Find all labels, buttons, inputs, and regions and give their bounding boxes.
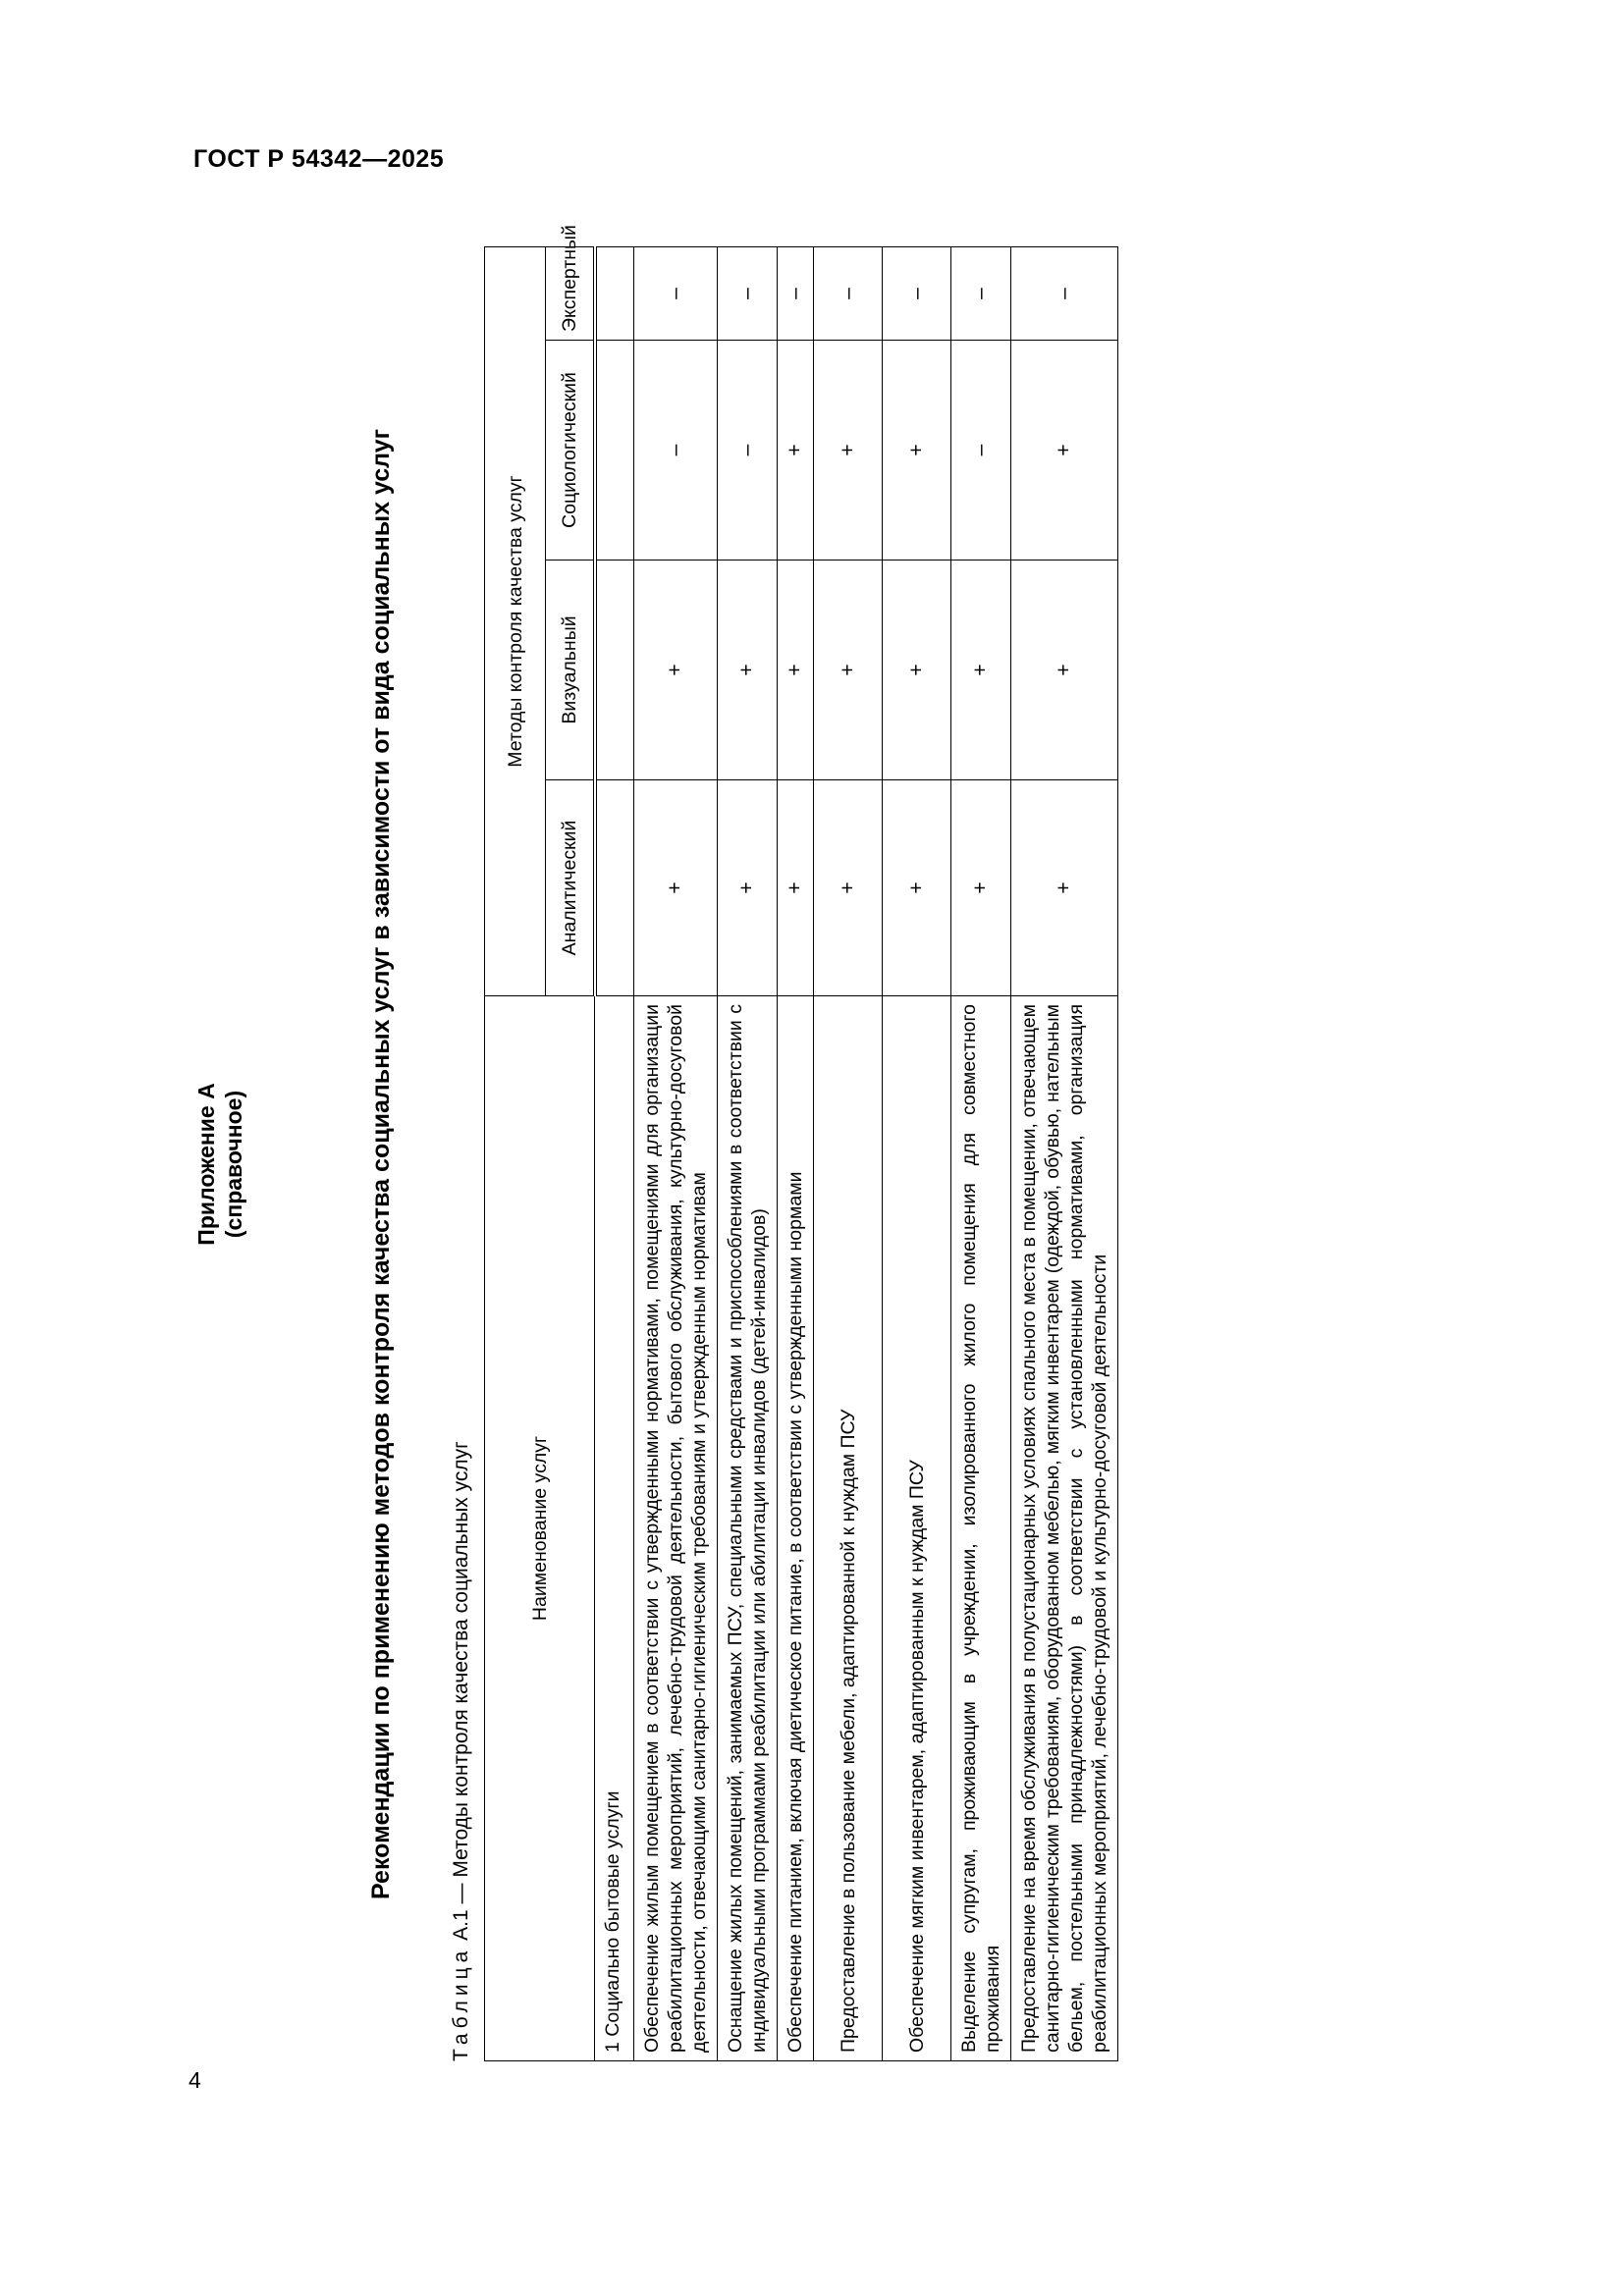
section-row-empty	[595, 247, 634, 341]
methods-table	[484, 225, 1118, 2061]
mark-sociological: –	[634, 341, 718, 561]
header-method-analytical: Аналитический	[546, 780, 595, 996]
mark-sociological: +	[814, 341, 883, 561]
appendix-subtitle: (справочное)	[221, 1090, 246, 1239]
mark-expert: –	[718, 247, 778, 341]
table-caption	[450, 1441, 473, 2061]
table-caption-text: А.1 — Методы контроля качества социальных услуг	[450, 1441, 472, 1947]
section-row-empty	[595, 341, 634, 561]
section-row-empty	[595, 561, 634, 780]
mark-visual: +	[814, 561, 883, 780]
mark-visual: +	[778, 561, 814, 780]
mark-expert: –	[951, 247, 1011, 341]
service-name-cell: Обеспечение жилым помещением в соответствии с утвержденными нормативами, помещениями для организации реабилитационных мероприятий, лечебно-трудовой деятельности, бытового обслуживания, культурно-досуговой деятельности, отвечающими санитарно-гигиеническим требованиям и утвержденным нормативам	[634, 996, 718, 2061]
mark-expert: –	[814, 247, 883, 341]
header-method-visual: Визуальный	[546, 561, 595, 780]
table-row	[634, 247, 718, 2061]
table-row	[814, 247, 883, 2061]
header-method-sociological: Социологический	[546, 341, 595, 561]
service-name-cell: Предоставление в пользование мебели, адаптированной к нуждам ПСУ	[814, 996, 883, 2061]
header-methods-group: Методы контроля качества услуг	[485, 247, 546, 996]
service-name-cell: Предоставление на время обслуживания в полустационарных условиях спального места в помещении, отвечающем санитарно-гигиеническим требованиям, оборудованном мебелью, мягким инвентарем (одеждой, обувью, нательным бельем, постельными принадлежностями) в соответствии с установленными нормативами, организация реабилитационных мероприятий, лечебно-трудовой и культурно-досуговой деятельности	[1011, 996, 1118, 2061]
mark-analytical: +	[883, 780, 951, 996]
mark-visual: +	[634, 561, 718, 780]
table-caption-prefix: Таблица	[450, 1946, 472, 2061]
mark-expert: –	[1011, 247, 1118, 341]
mark-analytical: +	[718, 780, 778, 996]
section-row-label: 1 Социально бытовые услуги	[595, 996, 634, 2061]
mark-analytical: +	[814, 780, 883, 996]
appendix-title: Приложение А	[193, 1083, 219, 1246]
mark-expert: –	[883, 247, 951, 341]
table-row	[718, 247, 778, 2061]
mark-visual: +	[883, 561, 951, 780]
header-method-expert: Экспертный	[546, 247, 595, 341]
rotated-page-content	[185, 225, 1598, 2081]
mark-sociological: –	[951, 341, 1011, 561]
section-row-empty	[595, 780, 634, 996]
mark-analytical: +	[1011, 780, 1118, 996]
document-id: ГОСТ Р 54342—2025	[193, 145, 445, 173]
mark-visual: +	[1011, 561, 1118, 780]
mark-expert: –	[634, 247, 718, 341]
service-name-cell: Оснащение жилых помещений, занимаемых ПСУ, специальными средствами и приспособлениями в соответствии с индивидуальными программами реабилитации или абилитации инвалидов (детей-инвалидов)	[718, 996, 778, 2061]
table-row	[1011, 247, 1118, 2061]
mark-sociological: +	[778, 341, 814, 561]
mark-analytical: +	[778, 780, 814, 996]
service-name-cell: Обеспечение питанием, включая диетическое питание, в соответствии с утвержденными нормами	[778, 996, 814, 2061]
table-row	[778, 247, 814, 2061]
mark-analytical: +	[634, 780, 718, 996]
appendix-heading	[192, 247, 247, 2081]
service-name-cell: Обеспечение мягким инвентарем, адаптированным к нуждам ПСУ	[883, 996, 951, 2061]
page-number: 4	[189, 2067, 201, 2093]
recommendation-title: Рекомендации по применению методов контроля качества социальных услуг в зависимости от вида социальных услуг	[367, 428, 395, 1900]
mark-sociological: +	[1011, 341, 1118, 561]
mark-sociological: +	[883, 341, 951, 561]
service-name-cell: Выделение супругам, проживающим в учреждении, изолированного жилого помещения для совместного проживания	[951, 996, 1011, 2061]
mark-sociological: –	[718, 341, 778, 561]
mark-visual: +	[718, 561, 778, 780]
header-service-name: Наименование услуг	[485, 996, 595, 2061]
table-row	[951, 247, 1011, 2061]
mark-analytical: +	[951, 780, 1011, 996]
mark-visual: +	[951, 561, 1011, 780]
table-row	[883, 247, 951, 2061]
mark-expert: –	[778, 247, 814, 341]
